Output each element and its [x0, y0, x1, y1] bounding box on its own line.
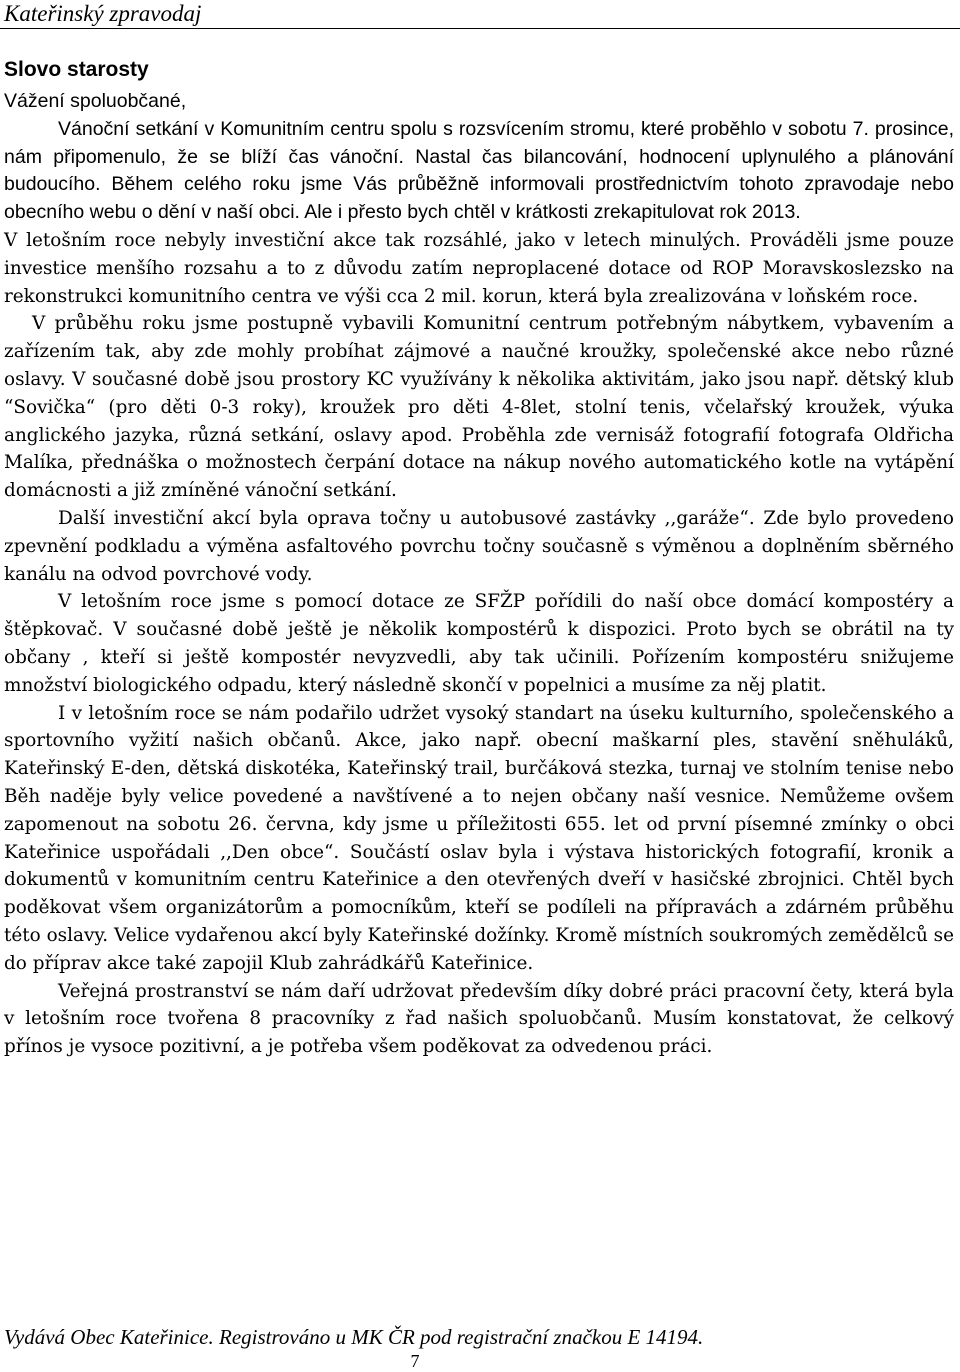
article-greeting: Vážení spoluobčané,	[4, 90, 187, 112]
header-divider	[0, 28, 960, 29]
article-paragraph: Veřejná prostranství se nám daří udržovat především díky dobré práci pracovní čety, která byla v letošním roce tvořena 8 pracovníky z řad našich spoluobčanů. Musím konstatovat, že celkový přínos je vysoce pozitivní, a je potřeba všem poděkovat za odvedenou práci.	[4, 980, 954, 1058]
article-paragraph: Vánoční setkání v Komunitním centru spolu s rozsvícením stromu, které proběhlo v sobotu 7. prosince, nám připomenulo, že se blíží čas vánoční. Nastal čas bilancování, hodnocení uplynulého a plánování budoucího. Během celého roku jsme Vás průběžně informovali prostřednictvím tohoto zpravodaje nebo obecního webu o dění v naší obci. Ale i přesto bych chtěl v krátkosti zrekapitulovat rok 2013.	[4, 117, 954, 224]
article-paragraph: V průběhu roku jsme postupně vybavili Komunitní centrum potřebným nábytkem, vybavením a zařízením tak, aby zde mohly probíhat zájmové a naučné kroužky, společenské akce nebo různé oslavy. V současné době jsou prostory KC využívány k několika aktivitám, jako jsou např. dětský klub “Sovička“ (pro děti 0-3 roky), kroužek pro děti 4-8let, stolní tenis, včelařský kroužek, výuka anglického jazyka, různá setkání, oslavy apod. Proběhla zde vernisáž fotografií fotografa Oldřicha Malíka, přednáška o možnostech čerpání dotace na nákup nového automatického kotle na vytápění domácnosti a již zmíněné vánoční setkání.	[4, 313, 954, 502]
article-body	[4, 88, 954, 1061]
page-number: 7	[410, 1351, 420, 1371]
footer-registration: Vydává Obec Kateřinice. Registrováno u MK ČR pod registrační značkou E 14194.	[4, 1325, 704, 1349]
article-paragraph: I v letošním roce se nám podařilo udržet vysoký standart na úseku kulturního, společenského a sportovního vyžití našich občanů. Akce, jako např. obecní maškarní ples, stavění sněhuláků, Kateřinský E-den, dětská diskotéka, Kateřinský trail, burčáková stezka, turnaj ve stolním tenise nebo Běh naděje byly velice povedené a navštívené a to nejen občany naší vesnice. Nemůžeme ovšem zapomenout na sobotu 26. června, kdy jsme u příležitosti 655. let od první písemné zmínky o obci Kateřinice uspořádali ,,Den obce“. Součástí oslav byla i výstava historických fotografií, kronik a dokumentů v komunitním centru Kateřinice a den otevřených dveří v hasičské zbrojnici. Chtěl bych poděkovat všem organizátorům a pomocníkům, kteří se podíleli na přípravách a zdárném průběhu této oslavy. Velice vydařenou akcí byly Kateřinské dožínky. Kromě místních soukromých zemědělců se do příprav akce také zapojil Klub zahrádkářů Kateřinice.	[4, 702, 954, 974]
newsletter-title: Kateřinský zpravodaj	[4, 1, 202, 26]
article-paragraph: V letošním roce jsme s pomocí dotace ze SFŽP pořídili do naší obce domácí kompostéry a štěpkovač. V současné době ještě je několik kompostérů k dispozici. Proto bych se obrátil na ty občany , kteří si ještě kompostér nevyzvedli, aby tak učinili. Pořízením kompostéru snižujeme množství biologického odpadu, který následně skončí v popelnici a musíme za něj platit.	[4, 591, 954, 696]
article-paragraph: V letošním roce nebyly investiční akce tak rozsáhlé, jako v letech minulých. Prováděli jsme pouze investice menšího rozsahu a to z důvodu zatím neproplacené dotace od ROP Moravskoslezsko na rekonstrukci komunitního centra ve výši cca 2 mil. korun, která byla zrealizována v loňském roce.	[4, 229, 954, 307]
article-paragraph: Další investiční akcí byla oprava točny u autobusové zastávky ,,garáže“. Zde bylo provedeno zpevnění podkladu a výměna asfaltového povrchu točny současně s výměnou a doplněním sběrného kanálu na odvod povrchové vody.	[4, 507, 954, 585]
article-title: Slovo starosty	[4, 58, 149, 81]
